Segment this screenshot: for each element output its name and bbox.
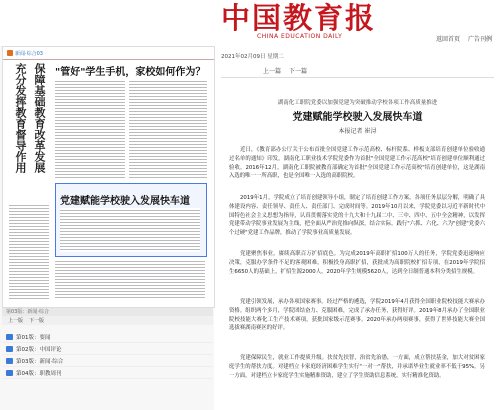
divider — [221, 77, 494, 78]
page-icon — [6, 358, 13, 364]
section-item[interactable]: 第03版：新闻·综合 — [2, 355, 213, 367]
prev-page-link[interactable]: 上一版 — [8, 318, 24, 324]
article-text-block — [55, 259, 205, 299]
home-link[interactable]: 返回首页 — [436, 36, 461, 43]
article-text-block — [60, 208, 200, 252]
page-marker-icon — [7, 50, 13, 56]
vertical-headline-2[interactable]: 保障基础教育改革发展 — [33, 63, 46, 173]
article-text-block — [129, 79, 207, 179]
selected-article-region[interactable] — [55, 183, 207, 257]
logo[interactable]: 中国教育报 — [221, 1, 377, 35]
article-paragraph: 党建聚焦事业，赓续高职百万扩招底色。为完成2019年高职扩招100万人的任务，学院党委迅速响应决策，克服办学条件不足的客观困难，积极投身高职扩招，获批成为高职院校扩招专项，在2019年学院招生6650人的基础上，扩招生源2000人，2020年学生规模5620人，达到全日制普通本科分类招生规模。 — [229, 251, 485, 275]
issue-date: 2021年02月09日 星期二 — [221, 54, 284, 60]
newspaper-panel — [0, 46, 214, 410]
section-list — [2, 331, 213, 379]
article-nav — [263, 66, 313, 75]
article-byline: 本报记者 崔浔 — [338, 128, 377, 135]
page-pager — [2, 316, 213, 325]
article-panel — [215, 46, 500, 410]
article-paragraph: 党建保障民生，就业工作提质升级。扶贫先扶智，治贫先治愚，一方面，成立帮扶基金，加大对贫困家庭学生的帮扶力度。对建档立卡家庭经济困难学生实行"一对一"帮扶，并承诺毕业生就业率不低于95%。另一方面，对建档立卡家庭学生实施精准资助，建立了学生资助信息系统，实行精准化资助。 — [229, 355, 485, 379]
article-title: 党建赋能学校驶入发展快车道 — [292, 112, 423, 123]
page-label: 新闻·综合03 — [15, 50, 43, 57]
newspaper-page-image[interactable] — [2, 46, 215, 308]
page-icon — [6, 370, 13, 376]
top-headline[interactable]: "管好"学生手机，家校如何作为？ — [55, 67, 206, 78]
selected-article-headline: 党建赋能学校驶入发展快车道 — [60, 196, 190, 207]
section-item[interactable]: 第04版：职教周刊 — [2, 367, 213, 379]
next-article-link[interactable]: 下一篇 — [288, 68, 307, 75]
page-icon — [6, 334, 13, 340]
vertical-headline-1[interactable]: 充分发挥教育督导作用 — [14, 63, 27, 173]
article-paragraph: 近日，《教育部办公厅关于公布首批全国党建工作示范高校、标杆院系、样板支部培育创建单位验收通过名单的通知》印发，湖南化工职业技术学院党委作为首批"全国党建工作示范高校"培育创建单位顺利通过验收。2016年12月，湖南化工职院被教育部确定为首批"全国党建工作示范高校"培育创建单位，这是湖南入选的唯一一所高职，也是全国唯一入选的高职院校。 — [229, 147, 485, 180]
prev-article-link[interactable]: 上一篇 — [263, 68, 282, 75]
current-page-bar: 第03版：新闻·综合 — [2, 308, 213, 316]
ad-rates-link[interactable]: 广告刊例 — [467, 36, 492, 43]
logo-subtitle: CHINA EDUCATION DAILY — [257, 33, 343, 40]
article-paragraph: 党建引领发展，承办各项国家赛事。经过严格的遴选，学院2019年4月获得全国职业院校技能大赛承办资格。组织两个多月，学院团结奋力、克服困难，完成了承办任务，获得好评。2019年8月承办了全国职业院校技能大赛化工生产技术赛项，获批国家级示范赛事。2020年承办两项赛事，获得了世界技能大赛全国选拔赛湖南赛区的好评。 — [229, 299, 485, 332]
section-item[interactable]: 第01版：要闻 — [2, 331, 213, 343]
next-page-link[interactable]: 下一版 — [29, 318, 45, 324]
page-header — [3, 47, 214, 60]
page-icon — [6, 346, 13, 352]
section-item[interactable]: 第02版：中国评论 — [2, 343, 213, 355]
article-paragraph: 2019年1月，学院成立了培育创建领导小组，制定了培育创建工作方案，各项任务层层分解，明确了具体建设内容、责任领导、责任人、责任部门、完成时间等。2019年10月以来，学院党委以习近平新时代中国特色社会主义思想为指导，认真贯彻落实党的十九大和十九届二中、三中、四中、五中全会精神，以发挥党建带动学院事业发展为主线，把全面从严治党推向纵深，结合实际，践行"六抓、六化、六为"创建"党委六个过硬"党建工作品牌，推动了学院事业高质量发展。 — [229, 195, 485, 237]
header-links — [430, 34, 492, 43]
article-text-block — [9, 203, 49, 299]
article-eyebrow: 湖南化工职院党委以加强党建为突破推动学校各项工作高质量推进 — [277, 100, 438, 106]
site-header — [0, 0, 500, 46]
article-text-block — [55, 79, 125, 179]
